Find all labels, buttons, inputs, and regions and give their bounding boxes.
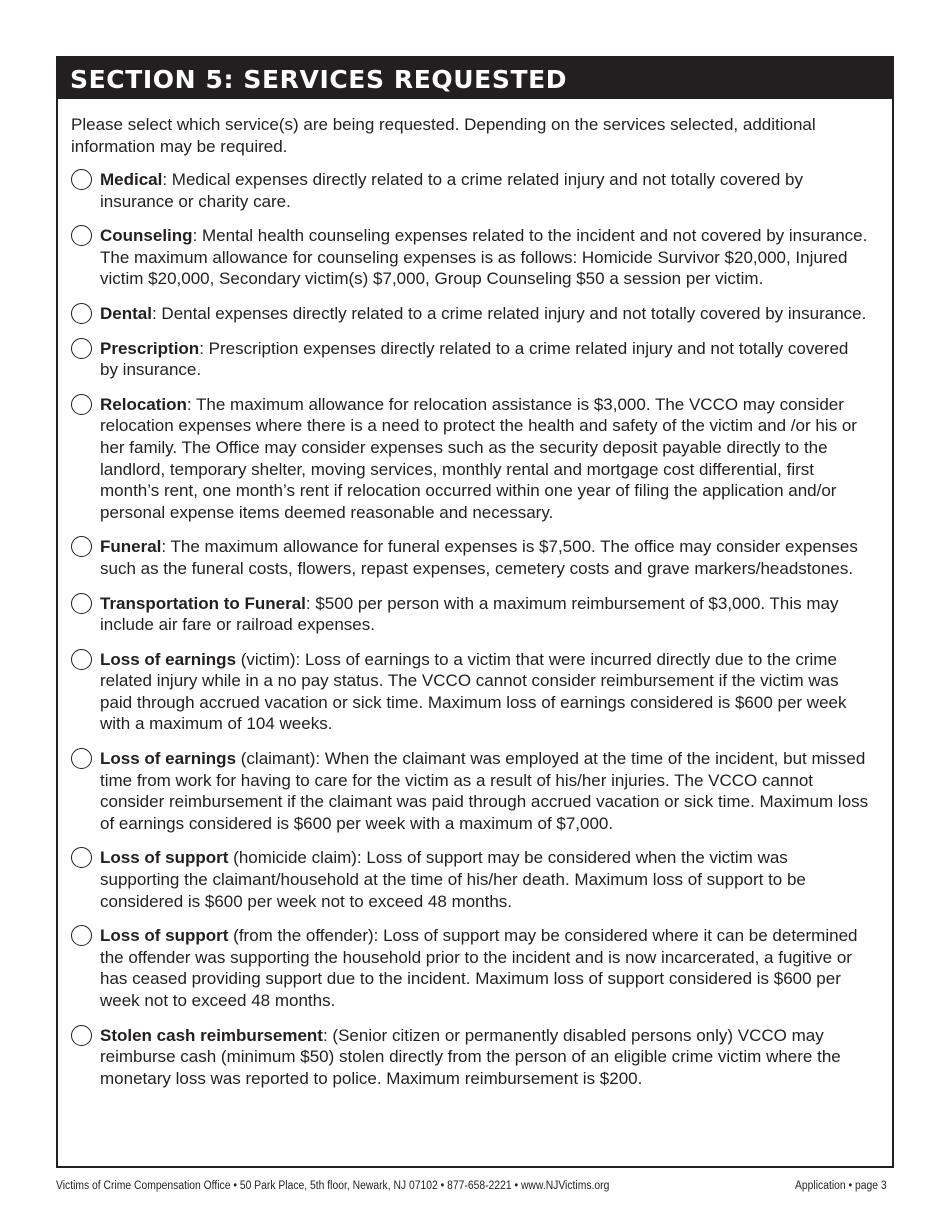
- radio-button[interactable]: [71, 536, 92, 557]
- radio-button[interactable]: [71, 303, 92, 324]
- service-term: Counseling: [100, 226, 193, 246]
- radio-button[interactable]: [71, 649, 92, 670]
- radio-button[interactable]: [71, 593, 92, 614]
- services-list: [71, 169, 871, 1102]
- service-description: : Prescription expenses directly related to a crime related injury and not totally covered by insurance.: [100, 338, 849, 380]
- service-option: [71, 593, 871, 636]
- service-option: [71, 169, 871, 212]
- service-option: [71, 394, 871, 524]
- intro-text: Please select which service(s) are being requested. Depending on the services selected, additional information may be required.: [71, 115, 816, 156]
- radio-button[interactable]: [71, 748, 92, 769]
- radio-button[interactable]: [71, 1025, 92, 1046]
- service-option: [71, 338, 871, 381]
- radio-button[interactable]: [71, 225, 92, 246]
- service-description: (claimant): When the claimant was employed at the time of the incident, but missed time from work for having to care for the victim as a result of his/her injuries. The VCCO cannot consider reimbursement if the claimant was paid through accrued vacation or sick time. Maximum loss of earnings considered is $600 per week with a maximum of $7,000.: [100, 749, 869, 833]
- footer-page: Application • page 3: [795, 1180, 887, 1192]
- radio-button[interactable]: [71, 847, 92, 868]
- service-term: Transportation to Funeral: [100, 593, 306, 613]
- service-term: Medical: [100, 170, 163, 189]
- radio-button[interactable]: [71, 338, 92, 359]
- service-description: : The maximum allowance for relocation assistance is $3,000. The VCCO may consider relocation expenses where there is a need to protect the health and safety of the victim and /or his or her family. The Office may consider expenses such as the security deposit payable directly to the landlord, temporary shelter, moving services, monthly rental and mortgage cost differential, first month’s rent, one month’s rent if relocation occurred within one year of filing the application and/or personal expense items deemed reasonable and necessary.: [100, 394, 857, 522]
- radio-button[interactable]: [71, 169, 92, 190]
- footer-address: Victims of Crime Compensation Office • 50 Park Place, 5th floor, Newark, NJ 07102 • 877-658-2221 • www.NJVictims.org: [56, 1180, 610, 1192]
- service-option: [71, 536, 871, 579]
- service-description: (from the offender): Loss of support may be considered where it can be determined the offender was supporting the household prior to the incident and is now incarcerated, a fugitive or has ceased providing support due to the incident. Maximum loss of support considered is $600 per week not to exceed 48 months.: [100, 926, 858, 1010]
- service-term: Dental: [100, 303, 152, 323]
- service-option: [71, 847, 871, 912]
- service-option: [71, 925, 871, 1011]
- service-description: : $500 per person with a maximum reimbursement of $3,000. This may include air fare or railroad expenses.: [100, 593, 839, 635]
- services-section: [56, 56, 894, 1168]
- service-term: Relocation: [100, 394, 187, 414]
- service-description: (homicide claim): Loss of support may be considered when the victim was supporting the claimant/household at the time of his/her death. Maximum loss of support to be considered is $600 per week not to exceed 48 months.: [100, 848, 806, 911]
- service-term: Loss of support: [100, 926, 229, 946]
- service-option: [71, 748, 871, 834]
- radio-button[interactable]: [71, 925, 92, 946]
- service-term: Loss of earnings: [100, 649, 237, 669]
- service-option: [71, 303, 871, 325]
- service-option: [71, 1025, 871, 1090]
- service-term: Loss of earnings: [100, 749, 237, 769]
- service-description: : Dental expenses directly related to a crime related injury and not totally covered by insurance.: [151, 303, 867, 323]
- service-option: [71, 225, 871, 290]
- service-description: : Mental health counseling expenses related to the incident and not covered by insurance. The maximum allowance for counseling expenses is as follows: Homicide Survivor $20,000, Injured victim $20,000, Secondary victim(s) $7,000, Group Counseling $50 a session per victim.: [100, 226, 868, 289]
- service-option: [71, 649, 871, 735]
- radio-button[interactable]: [71, 394, 92, 415]
- service-description: : Medical expenses directly related to a crime related injury and not totally covered by insurance or charity care.: [100, 170, 804, 211]
- service-term: Stolen cash reimbursement: [100, 1025, 323, 1045]
- service-term: Funeral: [100, 537, 162, 557]
- service-term: Prescription: [100, 338, 200, 358]
- service-description: : (Senior citizen or permanently disabled persons only) VCCO may reimburse cash (minimum $50) stolen directly from the person of an eligible crime victim where the monetary loss was reported to police. Maximum reimbursement is $200.: [100, 1025, 841, 1088]
- service-term: Loss of support: [100, 848, 229, 868]
- section-title: SECTION 5: SERVICES REQUESTED: [58, 58, 892, 99]
- service-description: (victim): Loss of earnings to a victim that were incurred directly due to the crime related injury while in a no pay status. The VCCO cannot consider reimbursement if the victim was paid through accrued vacation or sick time. Maximum loss of earnings considered is $600 per week with a maximum of 104 weeks.: [100, 649, 847, 734]
- service-description: : The maximum allowance for funeral expenses is $7,500. The office may consider expenses such as the funeral costs, flowers, repast expenses, cemetery costs and grave markers/headstones.: [100, 537, 858, 578]
